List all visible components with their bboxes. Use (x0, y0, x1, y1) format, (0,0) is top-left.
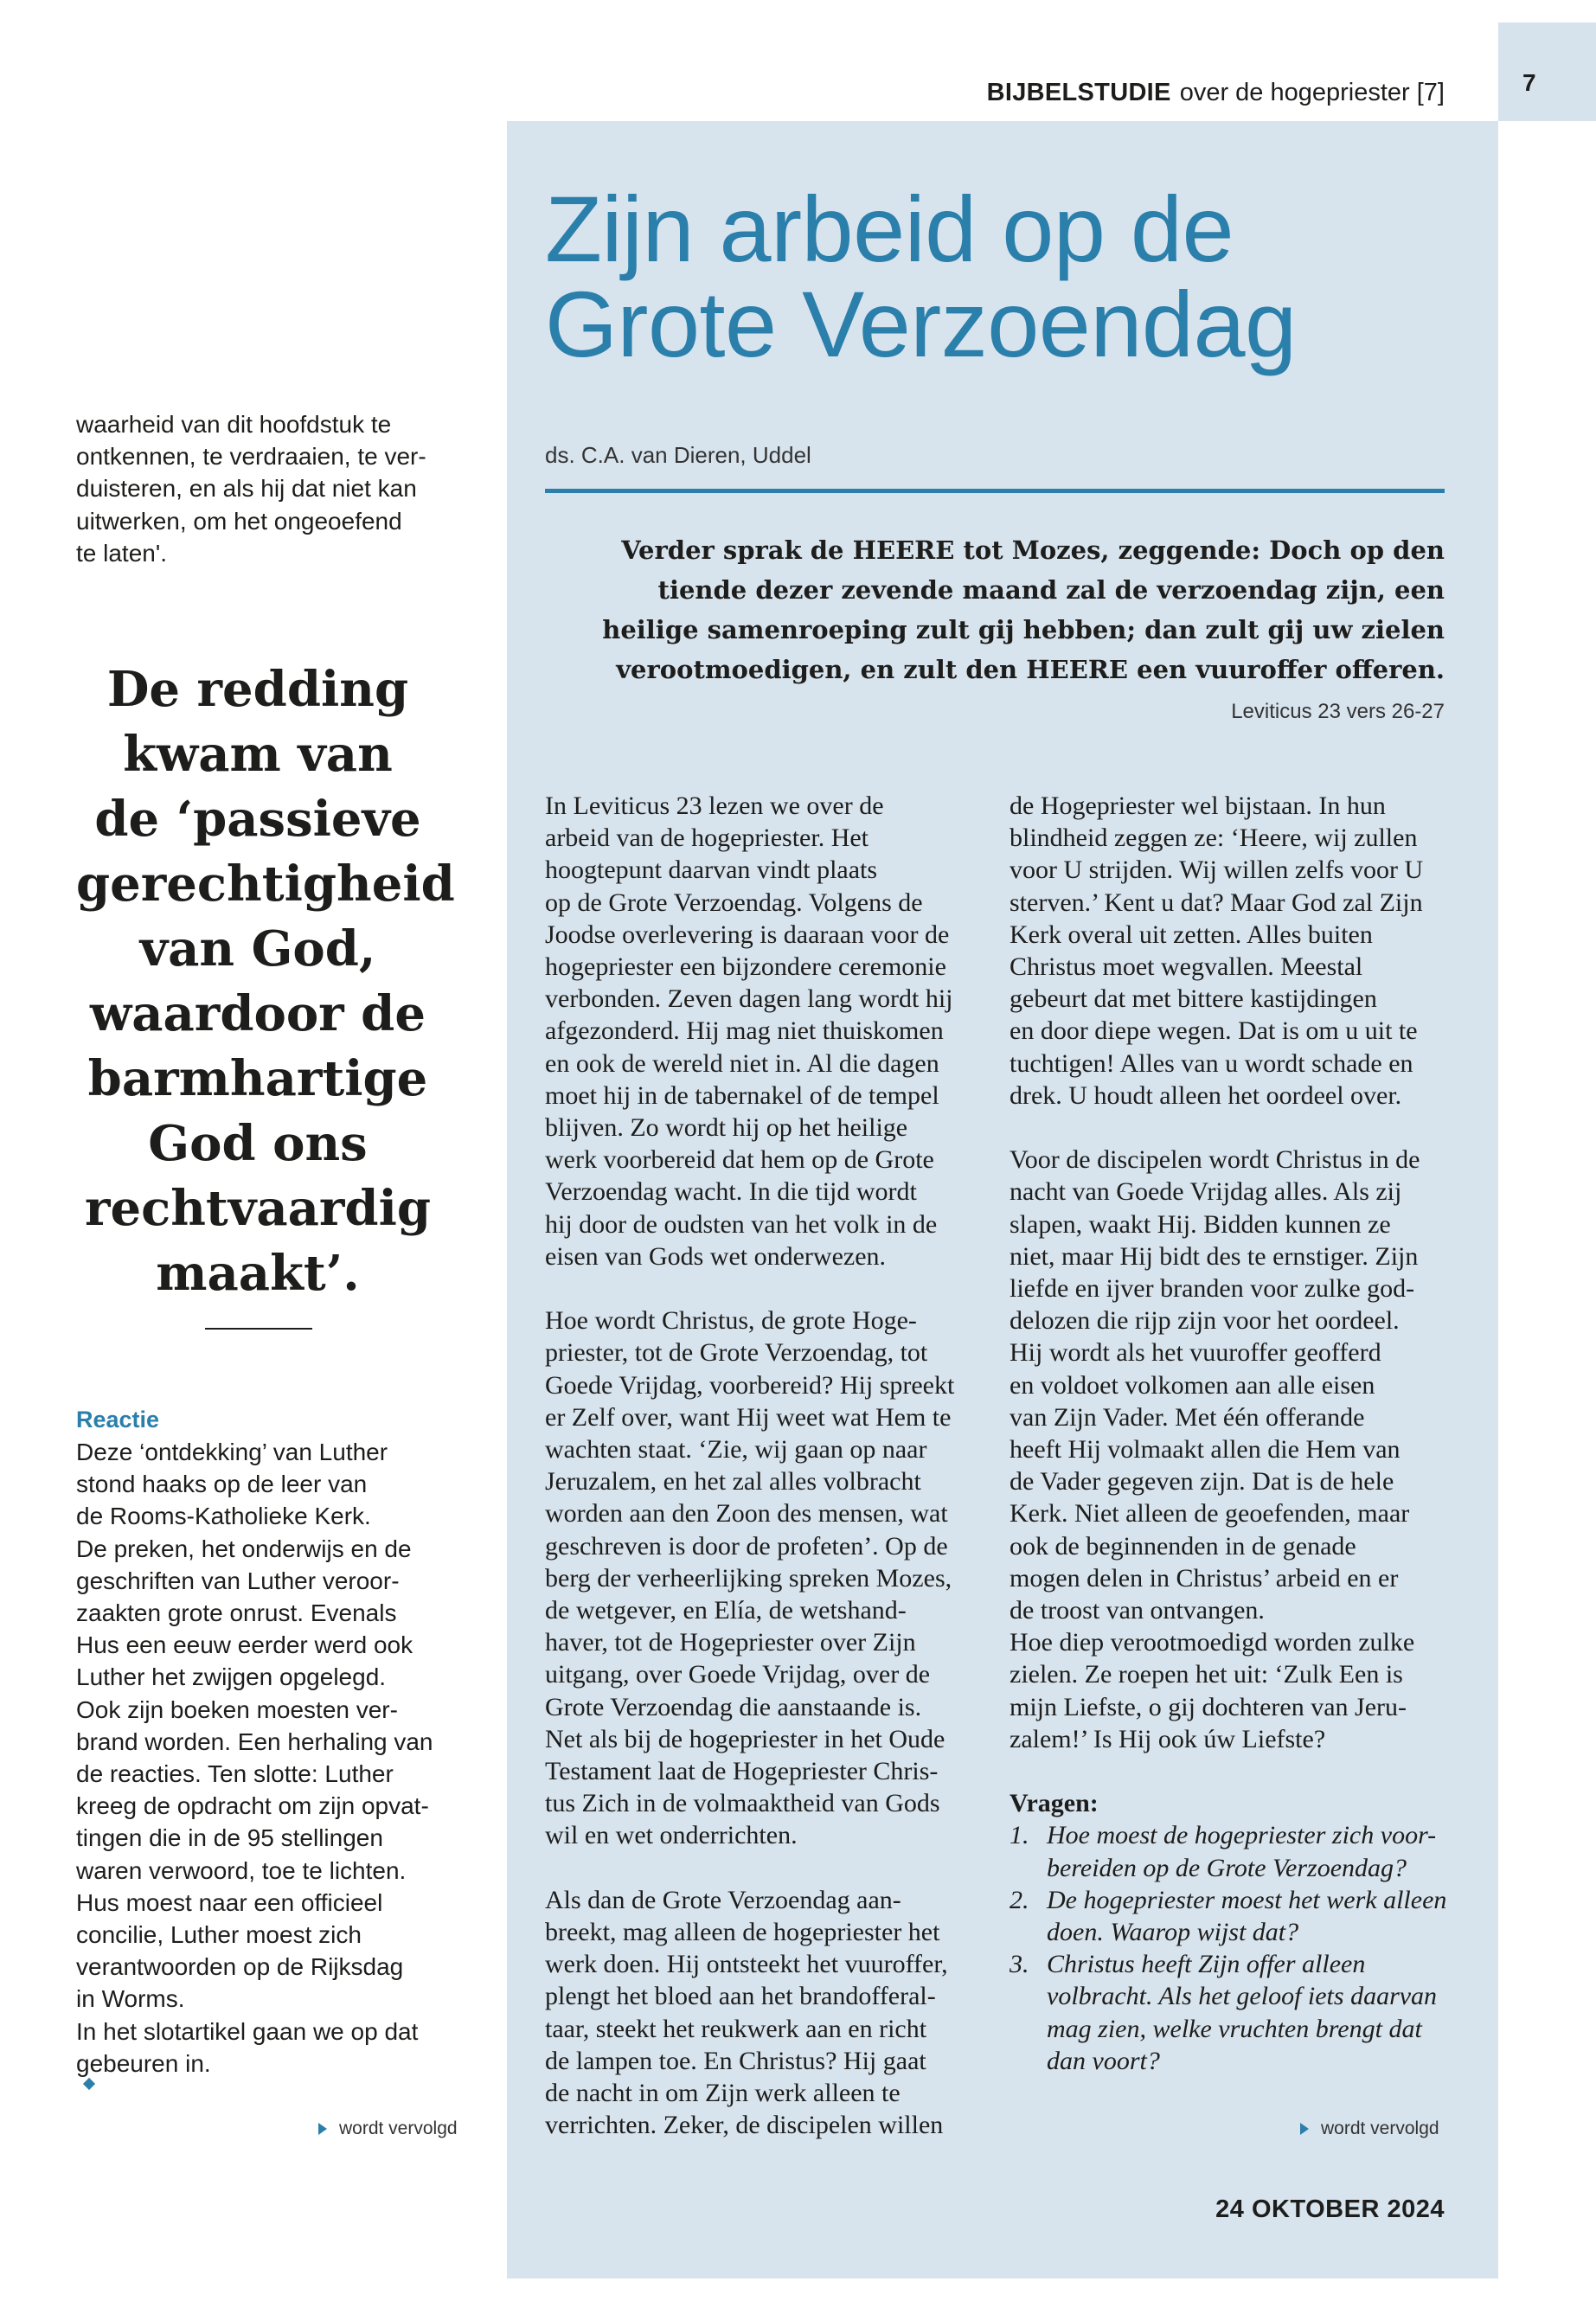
text-line: blijven. Zo wordt hij op het heilige (545, 1113, 908, 1143)
text-line: bereiden op de Grote Verzoendag? (1047, 1853, 1407, 1882)
text-line: werk doen. Hij ontsteekt het vuuroffer, (545, 1950, 948, 1979)
text-line: zaakten grote onrust. Evenals (76, 1599, 397, 1627)
page-number: 7 (1522, 69, 1536, 96)
text-line: brand worden. Een herhaling van (76, 1727, 433, 1755)
text-line: drek. U houdt alleen het oordeel over. (1010, 1080, 1402, 1110)
text-line: wil en wet onderrichten. (545, 1821, 798, 1850)
text-line: volbracht. Als het geloof iets daarvan (1047, 1982, 1438, 2011)
text-line: tus Zich in de volmaaktheid van Gods (545, 1789, 940, 1818)
text-line: gebeuren in. (76, 2048, 474, 2088)
title-divider (545, 489, 1445, 493)
text-line: Testament laat de Hogepriester Chris- (545, 1757, 939, 1786)
continued-note-article (1300, 2118, 1439, 2140)
text-line: Ook zijn boeken moesten ver- (76, 1695, 398, 1723)
text-line: dan voort? (1047, 2046, 1160, 2075)
text-line: delozen die rijp zijn voor het oordeel. (1010, 1306, 1400, 1336)
page-number-tab (1498, 22, 1596, 121)
reactie-heading: Reactie (76, 1407, 160, 1433)
question-number: 3. (1010, 1950, 1029, 1979)
text-line: kwam van (123, 726, 393, 783)
text-line: Hoe wordt Christus, de grote Hoge- (545, 1306, 917, 1336)
reactie-body (76, 1436, 474, 2088)
text-line: barmhartige (87, 1050, 428, 1107)
text-line: plengt het bloed aan het brandofferal- (545, 1982, 936, 2011)
text-line: Jeruzalem, en het zal alles volbracht (545, 1467, 921, 1497)
text-line: mag zien, welke vruchten brengt dat (1047, 2014, 1422, 2043)
pull-quote (76, 657, 455, 1306)
text-line: tuchtigen! Alles van u wordt schade en (1010, 1048, 1413, 1078)
paragraph (545, 1304, 995, 1851)
text-line: duisteren, en als hij dat niet kan (76, 475, 417, 503)
text-line: werk voorbereid dat hem op de Grote (545, 1145, 934, 1175)
text-line: Joodse overlevering is daaraan voor de (545, 920, 950, 949)
article-column-1 (545, 790, 995, 2142)
text-line: de nacht in om Zijn werk alleen te (545, 2079, 901, 2108)
text-line: In Leviticus 23 lezen we over de (545, 792, 884, 820)
questions-heading: Vragen: (1010, 1789, 1099, 1818)
text-line: Hus moest naar een officieel (76, 1888, 383, 1916)
text-line: eisen van Gods wet onderwezen. (545, 1241, 887, 1271)
text-line: er Zelf over, want Hij weet wat Hem te (545, 1402, 952, 1432)
continued-note-sidebar (318, 2118, 458, 2140)
text-line: hogepriester een bijzondere ceremonie (545, 952, 946, 982)
text-line: te laten'. (76, 539, 167, 567)
text-line: moet hij in de tabernakel of de tempel (545, 1080, 939, 1110)
text-line: hij door de oudsten van het volk in de (545, 1209, 938, 1239)
text-line: ontkennen, te verdraaien, te ver- (76, 443, 426, 471)
reactie-text (76, 1436, 474, 2088)
text-line: uitgang, over Goede Vrijdag, over de (545, 1660, 931, 1689)
text-line: mijn Liefste, o gij dochteren van Jeru- (1010, 1692, 1407, 1721)
question-item (1010, 1948, 1459, 2077)
text-line: nacht van Goede Vrijdag alles. Als zij (1010, 1177, 1402, 1207)
text-line: God ons (148, 1115, 368, 1172)
section-subtitle: over de hogepriester [7] (1179, 79, 1445, 106)
paragraph (545, 1884, 995, 2142)
text-line: de troost van ontvangen. (1010, 1596, 1265, 1625)
text-line: waarheid van dit hoofdstuk te (76, 411, 392, 438)
text-line: kreeg de opdracht om zijn opvat- (76, 1792, 429, 1820)
text-line: Goede Vrijdag, voorbereid? Hij spreekt (545, 1370, 955, 1400)
text-line: Net als bij de hogepriester in het Oude (545, 1724, 945, 1753)
text-line: Kerk. Niet alleen de geoefenden, maar (1010, 1499, 1410, 1529)
text-line: tingen die in de 95 stellingen (76, 1824, 383, 1852)
text-line: mogen delen in Christus’ arbeid en er (1010, 1563, 1399, 1593)
bible-reference: Leviticus 23 vers 26-27 (1231, 700, 1445, 723)
text-line: wachten staat. ‘Zie, wij gaan op naar (545, 1435, 927, 1465)
text-line: voor U strijden. Wij willen zelfs voor U (1010, 856, 1424, 885)
bible-quote-line: verootmoedigen, en zult den HEERE een vuuroffer offeren. (616, 655, 1445, 684)
text-line: worden aan den Zoon des mensen, wat (545, 1499, 948, 1529)
text-line: Deze ‘ontdekking’ van Luther (76, 1439, 388, 1465)
text-line: de ‘passieve (94, 791, 421, 848)
text-line: De hogepriester moest het werk alleen (1047, 1885, 1447, 1914)
text-line: de wetgever, en Elía, de wetshand- (545, 1596, 907, 1625)
continued-label: wordt vervolgd (339, 2118, 458, 2138)
text-line: Voor de discipelen wordt Christus in de (1010, 1145, 1420, 1175)
text-line: in Worms. (76, 1985, 185, 2013)
issue-date: 24 OKTOBER 2024 (1215, 2195, 1445, 2223)
text-line: berg der verheerlijking spreken Mozes, (545, 1563, 952, 1593)
title-line: Zijn arbeid op de (545, 176, 1234, 281)
question-item (1010, 1819, 1459, 1883)
text-line: liefde en ijver branden voor zulke god- (1010, 1274, 1415, 1304)
text-line: Hoe diep verootmoedigd worden zulke (1010, 1628, 1415, 1657)
continued-label: wordt vervolgd (1321, 2118, 1439, 2138)
text-line: ook de beginnenden in de genade (1010, 1531, 1356, 1561)
text-line: Kerk overal uit zetten. Alles buiten (1010, 920, 1373, 949)
text-line: van Zijn Vader. Met één offerande (1010, 1402, 1365, 1432)
question-text (1047, 1884, 1459, 1948)
paragraph (1010, 790, 1459, 1112)
text-line: gerechtigheid (76, 856, 455, 913)
text-line: geschriften van Luther veroor- (76, 1567, 400, 1594)
bible-quote-line: tiende dezer zevende maand zal de verzoendag zijn, een (657, 575, 1445, 605)
text-line: heeft Hij volmaakt allen die Hem van (1010, 1435, 1401, 1465)
text-line: de Hogepriester wel bijstaan. In hun (1010, 792, 1386, 820)
paragraph (1010, 1144, 1459, 1755)
text-line: en voldoet volkomen aan alle eisen (1010, 1370, 1375, 1400)
text-line: de Rooms-Katholieke Kerk. (76, 1503, 371, 1530)
text-line: In het slotartikel gaan we op dat (76, 2017, 419, 2045)
text-line: verrichten. Zeker, de discipelen willen (545, 2111, 944, 2140)
text-line: Hij wordt als het vuuroffer geofferd (1010, 1338, 1381, 1368)
text-line: rechtvaardig (84, 1180, 431, 1237)
text-line: priester, tot de Grote Verzoendag, tot (545, 1338, 928, 1368)
text-line: op de Grote Verzoendag. Volgens de (545, 888, 923, 917)
text-line: Als dan de Grote Verzoendag aan- (545, 1885, 901, 1914)
text-line: doen. Waarop wijst dat? (1047, 1918, 1299, 1947)
text-line: de reacties. Ten slotte: Luther (76, 1760, 394, 1788)
text-line: Hus een eeuw eerder werd ook (76, 1631, 413, 1659)
text-line: Hoe moest de hogepriester zich voor- (1047, 1821, 1437, 1850)
text-line: niet, maar Hij bidt des te ernstiger. Zijn (1010, 1241, 1419, 1271)
text-line: de Vader gegeven zijn. Dat is de hele (1010, 1467, 1394, 1497)
question-text (1047, 1819, 1459, 1883)
text-line: haver, tot de Hogepriester over Zijn (545, 1628, 916, 1657)
text-line: uitwerken, om het ongeoefend (76, 507, 402, 535)
text-line: stond haaks op de leer van (76, 1471, 368, 1498)
text-line: De preken, het onderwijs en de (76, 1535, 412, 1562)
paragraph (545, 790, 995, 1272)
text-line: Christus moet wegvallen. Meestal (1010, 952, 1363, 982)
text-line: Christus heeft Zijn offer alleen (1047, 1950, 1366, 1979)
triangle-right-icon (1300, 2123, 1309, 2135)
text-line: concilie, Luther moest zich (76, 1921, 362, 1949)
text-line: afgezonderd. Hij mag niet thuiskomen (545, 1016, 944, 1046)
text-line: verbonden. Zeven dagen lang wordt hij (545, 984, 953, 1014)
text-line: breekt, mag alleen de hogepriester het (545, 1918, 940, 1947)
text-line: waardoor de (90, 985, 426, 1042)
text-line: van God, (139, 920, 376, 977)
text-line: sterven.’ Kent u dat? Maar God zal Zijn (1010, 888, 1423, 917)
text-line: en door diepe wegen. Dat is om u uit te (1010, 1016, 1418, 1046)
bible-quote (545, 530, 1445, 689)
running-header (987, 78, 1445, 107)
sidebar-intro (76, 408, 474, 569)
question-item (1010, 1884, 1459, 1948)
pull-quote-divider (205, 1328, 312, 1330)
text-line: Luther het zwijgen opgelegd. (76, 1663, 387, 1691)
article-column-2 (1010, 790, 1459, 2077)
text-line: taar, steekt het reukwerk aan en richt (545, 2014, 927, 2043)
bible-quote-line: heilige samenroeping zult gij hebben; dan zult gij uw zielen (602, 615, 1445, 644)
text-line: De redding (106, 661, 409, 718)
bible-quote-line: Verder sprak de HEERE tot Mozes, zeggende: Doch op den (621, 535, 1445, 565)
author-byline: ds. C.A. van Dieren, Uddel (545, 442, 811, 468)
end-mark-icon (83, 2078, 95, 2090)
text-line: waren verwoord, toe te lichten. (76, 1856, 407, 1884)
triangle-right-icon (318, 2123, 327, 2135)
question-number: 1. (1010, 1821, 1029, 1850)
text-line: slapen, waakt Hij. Bidden kunnen ze (1010, 1209, 1391, 1239)
text-line: maakt’. (156, 1245, 360, 1302)
text-line: zalem!’ Is Hij ook úw Liefste? (1010, 1724, 1326, 1753)
question-number: 2. (1010, 1885, 1029, 1914)
text-line: zielen. Ze roepen het uit: ‘Zulk Een is (1010, 1660, 1403, 1689)
text-line: blindheid zeggen ze: ‘Heere, wij zullen (1010, 824, 1418, 853)
article-title (545, 176, 1479, 376)
text-line: arbeid van de hogepriester. Het (545, 824, 869, 853)
text-line: en ook de wereld niet in. Al die dagen (545, 1048, 939, 1078)
question-text (1047, 1948, 1459, 2077)
title-line: Grote Verzoendag (545, 272, 1297, 376)
text-line: gebeurt dat met bittere kastijdingen (1010, 984, 1377, 1014)
text-line: verantwoorden op de Rijksdag (76, 1953, 404, 1981)
text-line: hoogtepunt daarvan vindt plaats (545, 856, 878, 885)
section-label: BIJBELSTUDIE (986, 79, 1171, 106)
text-line: Grote Verzoendag die aanstaande is. (545, 1692, 922, 1721)
text-line: Verzoendag wacht. In die tijd wordt (545, 1177, 917, 1207)
text-line: geschreven is door de profeten’. Op de (545, 1531, 948, 1561)
text-line: de lampen toe. En Christus? Hij gaat (545, 2046, 926, 2075)
